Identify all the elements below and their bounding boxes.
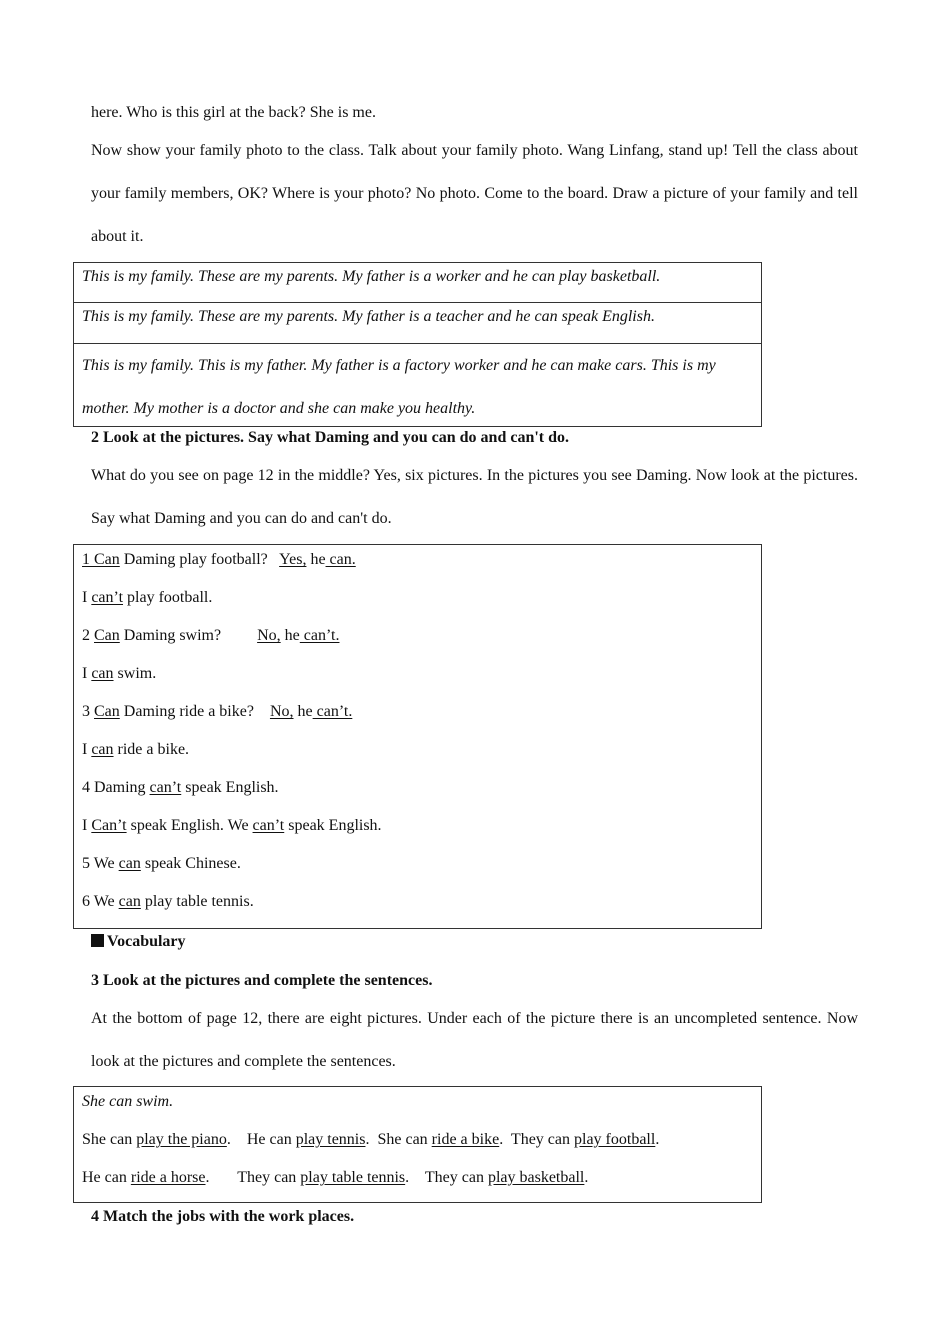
answer-text: play table tennis. xyxy=(140,893,254,910)
family-table-row: This is my family. These are my parents. My father is a teacher and he can speak English. xyxy=(74,302,761,343)
black-square-icon xyxy=(91,934,104,947)
section3-heading: 3 Look at the pictures and complete the sentences. xyxy=(91,972,433,989)
answer-text: I xyxy=(82,589,92,606)
underlined-answer: can’t. xyxy=(299,627,340,644)
family-table-row: This is my family. These are my parents. My father is a worker and he can play basketball. xyxy=(82,268,661,285)
underlined-answer: can xyxy=(91,665,114,682)
answer-text: . They can xyxy=(205,1169,301,1186)
underlined-answer: can’t xyxy=(149,779,182,796)
answer-line xyxy=(74,775,761,813)
answer-line xyxy=(74,661,761,699)
section4-heading: 4 Match the jobs with the work places. xyxy=(91,1208,355,1225)
answer-line xyxy=(74,737,761,775)
answer-line xyxy=(74,813,761,851)
answer-text: Daming ride a bike? xyxy=(119,703,270,720)
underlined-answer: Can xyxy=(94,627,120,644)
section2-heading: 2 Look at the pictures. Say what Daming and you can do and can't do. xyxy=(91,429,570,446)
answer-text: I xyxy=(82,665,92,682)
answer-text: . xyxy=(655,1131,660,1148)
underlined-answer: play table tennis xyxy=(300,1169,406,1186)
underlined-answer: Can xyxy=(94,703,120,720)
answer-text: he xyxy=(306,551,326,568)
answer-text: . They can xyxy=(499,1131,574,1148)
answer-text: I xyxy=(82,741,92,758)
answer-text: 6 We xyxy=(82,893,119,910)
answer-line xyxy=(74,1127,761,1165)
section3-paragraph: At the bottom of page 12, there are eight pictures. Under each of the picture there is an uncompleted sentence. Now look at the pictures and complete the sentences. xyxy=(91,1010,858,1070)
answer-text: he xyxy=(280,627,300,644)
answer-text: . He can xyxy=(226,1131,296,1148)
answer-line xyxy=(74,699,761,737)
answer-text: speak English. xyxy=(181,779,279,796)
vocabulary-label: Vocabulary xyxy=(107,933,186,950)
answer-line xyxy=(74,585,761,623)
family-table-row: This is my family. This is my father. My father is a factory worker and he can make cars. This is my mother. My mother is a doctor and she can make you healthy. xyxy=(74,343,761,426)
underlined-answer: play the piano xyxy=(136,1131,227,1148)
underlined-answer: can xyxy=(91,741,114,758)
answer-line xyxy=(74,1165,761,1203)
section2-paragraph: What do you see on page 12 in the middle? Yes, six pictures. In the pictures you see Daming. Now look at the pictures. Say what Daming and you can do and can't do. xyxy=(91,467,858,527)
answer-text: Daming play football? xyxy=(119,551,280,568)
answer-line xyxy=(74,623,761,661)
underlined-answer: Can’t xyxy=(91,817,127,834)
answer-text: . xyxy=(584,1169,589,1186)
underlined-answer: can xyxy=(118,855,141,872)
underlined-answer: can’t. xyxy=(312,703,353,720)
underlined-answer: can. xyxy=(325,551,356,568)
vocabulary-heading xyxy=(91,932,858,952)
answer-text: I xyxy=(82,817,92,834)
underlined-answer: can’t xyxy=(91,589,124,606)
answer-line xyxy=(74,889,761,927)
answer-text: He can xyxy=(82,1169,131,1186)
underlined-answer: can xyxy=(118,893,141,910)
underlined-answer: can’t xyxy=(252,817,285,834)
intro-paragraph: Now show your family photo to the class. Talk about your family photo. Wang Linfang, stand up! Tell the class about your family members, OK? Where is your photo? No photo. Come to the board. Draw a picture of your family and tell about it. xyxy=(91,142,858,245)
answers3-box xyxy=(73,1086,762,1203)
answer-text: 3 xyxy=(82,703,94,720)
answer-text: . They can xyxy=(405,1169,488,1186)
answer-text: speak English. xyxy=(284,817,382,834)
answer-text: he xyxy=(293,703,313,720)
answer-text: . She can xyxy=(365,1131,432,1148)
underlined-answer: ride a horse xyxy=(130,1169,206,1186)
answer-text: 5 We xyxy=(82,855,119,872)
answer-text: speak Chinese. xyxy=(140,855,241,872)
answer-line: She can swim. xyxy=(82,1093,174,1110)
answer-text: 2 xyxy=(82,627,94,644)
underlined-answer: Yes, xyxy=(279,551,307,568)
intro-line: here. Who is this girl at the back? She is me. xyxy=(91,104,376,121)
underlined-answer: 1 xyxy=(82,551,94,568)
family-table xyxy=(73,262,762,427)
underlined-answer: No, xyxy=(257,627,281,644)
underlined-answer: ride a bike xyxy=(431,1131,500,1148)
answer-text: ride a bike. xyxy=(113,741,190,758)
answers2-box xyxy=(73,544,762,929)
underlined-answer: play tennis xyxy=(295,1131,366,1148)
underlined-answer: Can xyxy=(94,551,120,568)
answer-line xyxy=(74,547,761,585)
answer-text: Daming swim? xyxy=(119,627,258,644)
underlined-answer: No, xyxy=(269,703,294,720)
underlined-answer: play basketball xyxy=(487,1169,585,1186)
answer-line xyxy=(74,851,761,889)
answer-text: speak English. We xyxy=(126,817,253,834)
underlined-answer: play football xyxy=(574,1131,656,1148)
answer-text: She can xyxy=(82,1131,137,1148)
answer-text: swim. xyxy=(113,665,157,682)
answer-text: 4 Daming xyxy=(82,779,150,796)
answer-text: play football. xyxy=(123,589,213,606)
